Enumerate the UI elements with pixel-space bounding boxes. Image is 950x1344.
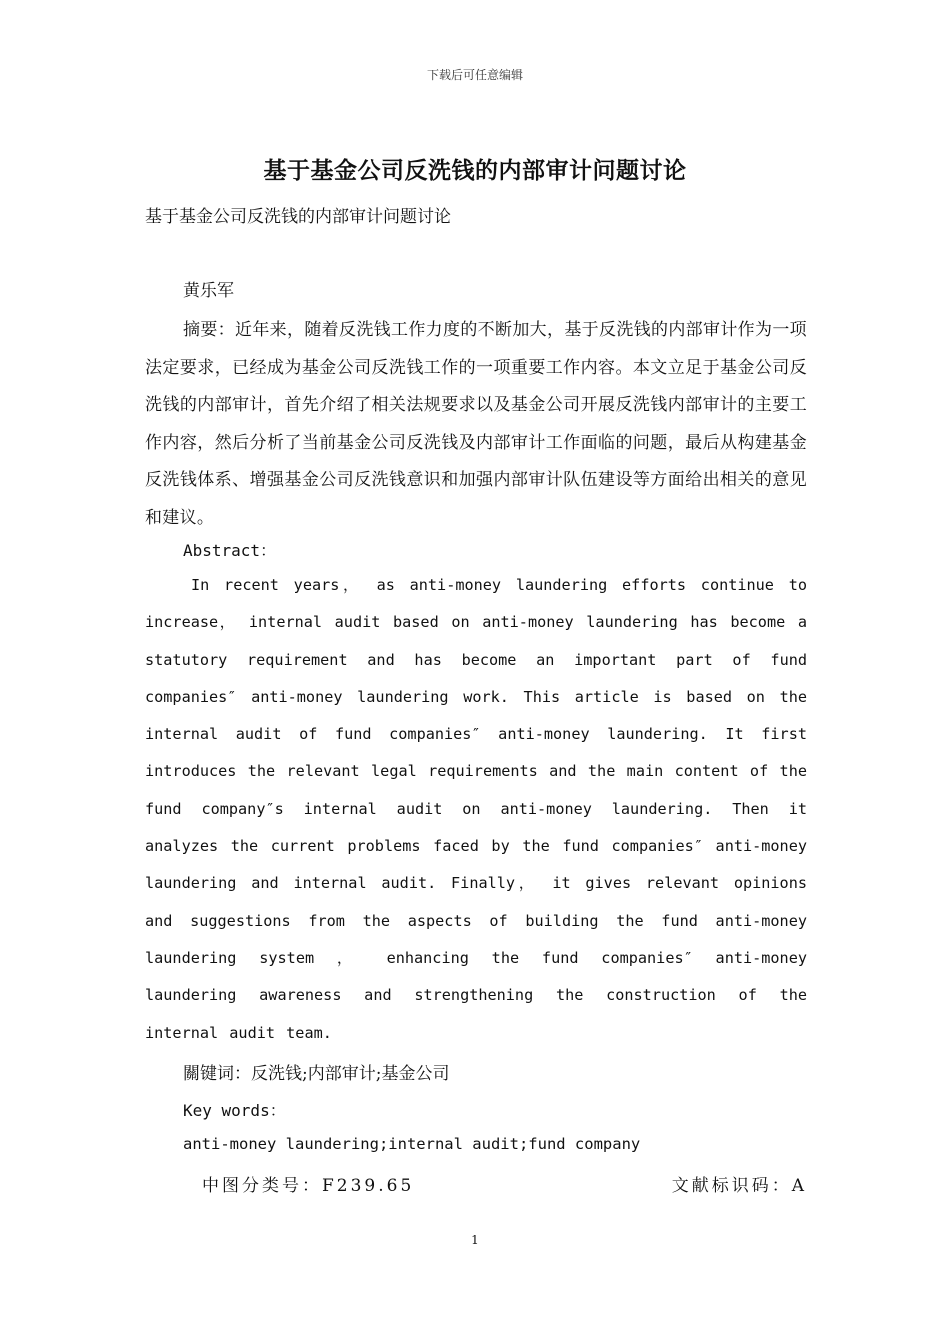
abstract-zh: 摘要：近年来，随着反洗钱工作力度的不断加大，基于反洗钱的内部审计作为一项法定要求，已经成为基金公司反洗钱工作的一项重要工作内容。本文立足于基金公司反洗钱的内部审计，首先介绍了相关法规要求以及基金公司开展反洗钱内部审计的主要工作内容，然后分析了当前基金公司反洗钱及内部审计工作面临的问题，最后从构建基金反洗钱体系、增强基金公司反洗钱意识和加强内部审计队伍建设等方面给出相关的意见和建议。 bbox=[145, 320, 807, 528]
abstract-label: Abstract： bbox=[183, 541, 277, 560]
document-code: 文献标识码：A bbox=[671, 1176, 807, 1196]
keywords-en: anti-money laundering;internal audit;fund company bbox=[183, 1135, 641, 1153]
author: 黄乐军 bbox=[183, 281, 234, 301]
page-number: 1 bbox=[471, 1233, 479, 1247]
page-title: 基于基金公司反洗钱的内部审计问题讨论 bbox=[263, 157, 687, 184]
keywords-label: Key words： bbox=[183, 1101, 286, 1120]
abstract-en: In recent years， as anti-money laundering efforts continue to increase， internal audit based on anti-money laundering has become a statutory requirement and has become an important part of fund companies″ anti-money laundering work. This article is based on the internal audit of fund companies″ anti-money laundering. It first introduces the relevant legal requirements and the main content of the fund company″s internal audit on anti-money laundering. Then it analyzes the current problems faced by the fund companies″ anti-money laundering and internal audit. Finally， it gives relevant opinions and suggestions from the aspects of building the fund anti-money laundering system ， enhancing the fund companies″ anti-money laundering awareness and strengthening the construction of the internal audit team. bbox=[145, 576, 807, 1042]
clc-number: 中图分类号：F239.65 bbox=[202, 1176, 415, 1196]
subtitle: 基于基金公司反洗钱的内部审计问题讨论 bbox=[145, 207, 451, 227]
header-note: 下载后可任意编辑 bbox=[426, 68, 523, 82]
keywords-zh: 關键词：反洗钱;内部审计;基金公司 bbox=[183, 1064, 450, 1084]
